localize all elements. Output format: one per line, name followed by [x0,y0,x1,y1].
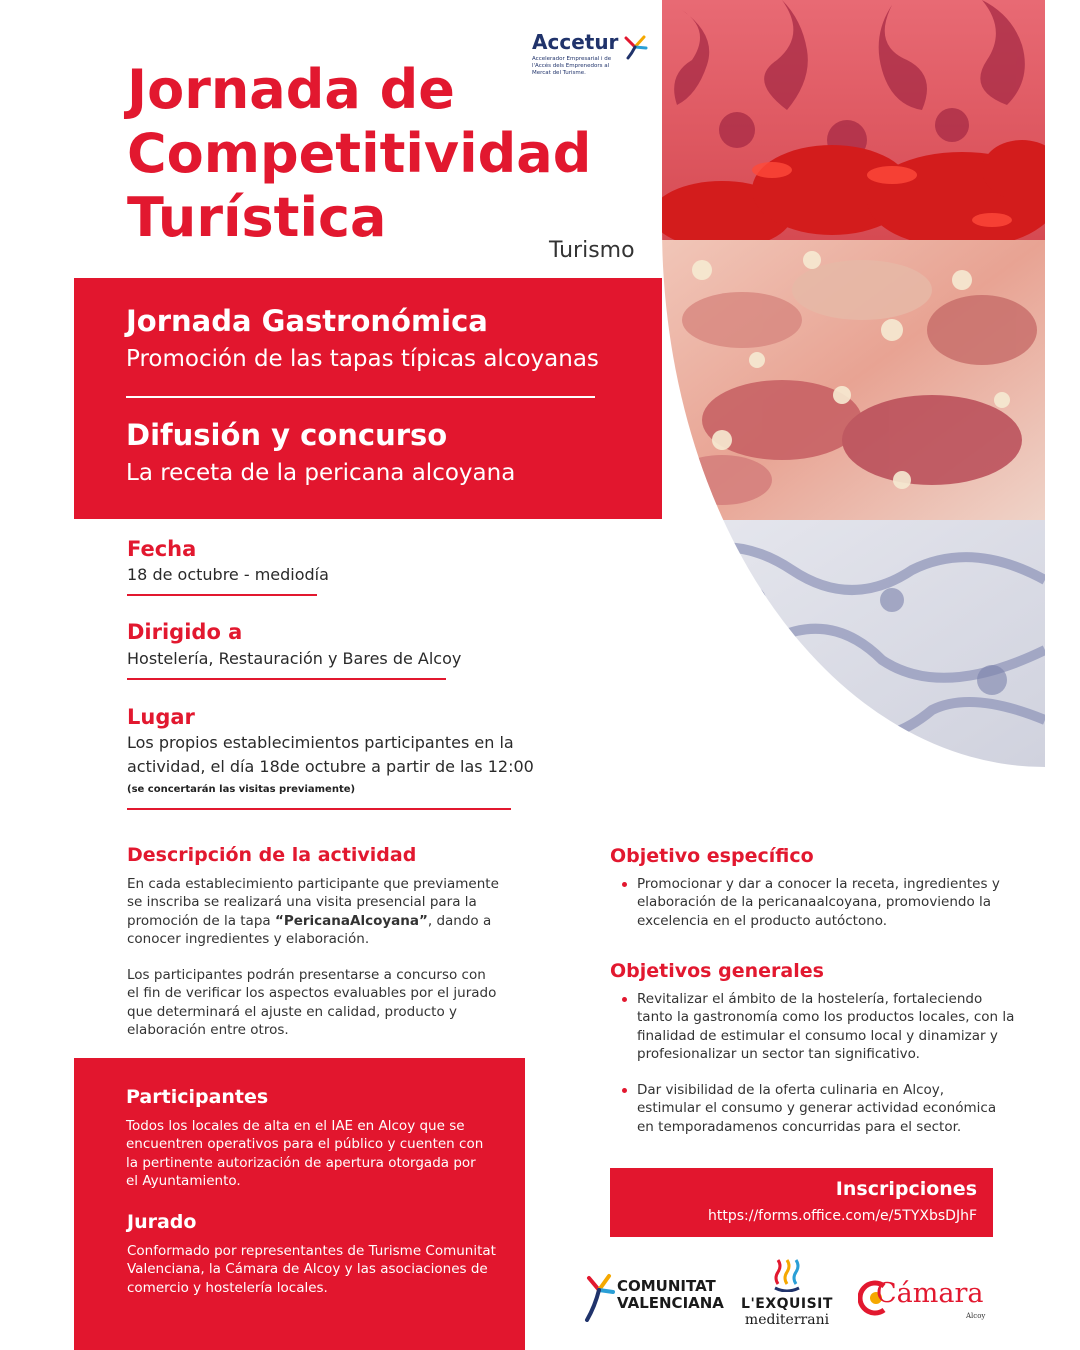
accetur-logo-name: Accetur [532,30,619,54]
bullet-line: Dar visibilidad de la oferta culinaria en Alcoy, [637,1082,945,1099]
jurado-line: comercio y hostelería locales. [127,1279,328,1296]
fecha-underline [127,594,317,596]
pericana-bold: “PericanaAlcoyana” [274,912,428,929]
banner-subtitle-tapas: Promoción de las tapas típicas alcoyanas [126,346,599,372]
descripcion-line: En cada establecimiento participante que previamente [127,876,499,892]
inscripciones-heading: Inscripciones [835,1178,977,1200]
descripcion-line: el fin de verificar los aspectos evaluables por el jurado [127,985,497,1002]
jurado-line: Valenciana, la Cámara de Alcoy y las asociaciones de [127,1261,488,1278]
descripcion-line: que determinará el ajuste en calidad, producto y [127,1003,458,1020]
descripcion-paragraph-1 [127,875,507,948]
inscripciones-box [610,1168,993,1237]
accetur-star-icon [622,34,648,60]
objetivo-especifico-heading: Objetivo específico [610,845,814,867]
inscripciones-link[interactable]: https://forms.office.com/e/5TYXbsDJhF [708,1208,977,1224]
participantes-line: el Ayuntamiento. [126,1172,241,1189]
bullet-line: en temporadamenos concurridas para el sector. [637,1118,962,1135]
list-item [610,990,1020,1063]
list-item [610,875,1010,930]
descripcion-line: elaboración entre otros. [127,1021,289,1038]
camara-logo-name: Cámara [876,1278,984,1309]
title-line-2: Competitividad [127,122,592,185]
bullet-line: Revitalizar el ámbito de la hostelería, fortaleciendo [637,991,983,1007]
lugar-underline [127,808,511,810]
bullet-line: tanto la gastronomía como los productos locales, con la [637,1009,1015,1026]
accetur-logo [530,30,655,88]
descripcion-line [127,912,507,930]
list-item [610,1081,1020,1136]
title-line-3: Turística [127,186,387,249]
exquisit-logo-line-2: mediterrani [744,1312,830,1328]
camara-logo-city: Alcoy [966,1312,986,1320]
bullet-line: estimular el consumo y generar actividad económica [637,1100,997,1117]
descripcion-line: conocer ingredientes y elaboración. [127,930,370,947]
objetivos-generales-list [610,990,1020,1154]
descripcion-text: , dando a [427,912,492,929]
exquisit-logo-line-1: L'EXQUISIT [741,1296,833,1312]
descripcion-line: Los participantes podrán presentarse a concurso con [127,967,486,983]
accetur-logo-tagline: Accelerador Empresarial i de l'Accés dels Emprenedors al Mercat del Turisme. [532,56,612,76]
exquisit-waves-icon [772,1258,802,1292]
cv-logo-line-1: COMUNITAT [617,1277,716,1295]
banner-subtitle-receta: La receta de la pericana alcoyana [126,460,516,486]
participantes-paragraph [126,1117,506,1190]
participantes-heading: Participantes [126,1086,269,1108]
jurado-paragraph [127,1242,507,1297]
objetivos-generales-heading: Objetivos generales [610,960,824,982]
lugar-note: (se concertarán las visitas previamente) [127,784,356,795]
fecha-value: 18 de octubre - mediodía [127,565,329,584]
dirigido-underline [127,678,446,680]
lugar-heading: Lugar [127,705,195,729]
descripcion-text: promoción de la tapa [127,912,275,929]
camara-alcoy-logo [858,1276,998,1324]
descripcion-line: se inscriba se realizará una visita presencial para la [127,894,477,911]
pericana-photo [662,0,1045,767]
banner-title-gastronomica: Jornada Gastronómica [126,304,488,338]
jurado-heading: Jurado [127,1211,197,1233]
banner-title-concurso: Difusión y concurso [126,418,448,452]
banner-divider [126,396,595,398]
participantes-line: la pertinente autorización de apertura otorgada por [126,1154,476,1171]
objetivo-especifico-list [610,875,1010,948]
bullet-line: elaboración de la pericanaalcoyana, promoviendo la [637,894,992,911]
comunitat-valenciana-star-icon [583,1272,615,1322]
descripcion-heading: Descripción de la actividad [127,844,417,866]
exquisit-mediterrani-logo [735,1258,845,1330]
fecha-heading: Fecha [127,537,197,561]
lugar-line-1: Los propios establecimientos participantes en la [127,733,514,752]
event-banner [74,278,662,519]
dirigido-heading: Dirigido a [127,620,243,644]
category-label: Turismo [549,238,635,263]
participantes-jurado-box [74,1058,525,1350]
bullet-line: excelencia en el producto autóctono. [637,912,888,929]
cv-logo-line-2: VALENCIANA [617,1294,724,1312]
lugar-line-2: actividad, el día 18de octubre a partir de las 12:00 [127,757,534,776]
jurado-line: Conformado por representantes de Turisme Comunitat [127,1243,496,1259]
bullet-line: finalidad de estimular el consumo local y dinamizar y [637,1027,998,1044]
bullet-line: profesionalizar un sector tan significativo. [637,1045,920,1062]
participantes-line: encuentren operativos para el público y cuenten con [126,1136,484,1153]
bullet-line: Promocionar y dar a conocer la receta, ingredientes y [637,876,1000,892]
comunitat-valenciana-logo [583,1272,723,1326]
dirigido-value: Hostelería, Restauración y Bares de Alcoy [127,649,462,668]
descripcion-paragraph-2 [127,966,507,1039]
participantes-line: Todos los locales de alta en el IAE en Alcoy que se [126,1118,465,1134]
title-line-1: Jornada de [127,58,455,121]
